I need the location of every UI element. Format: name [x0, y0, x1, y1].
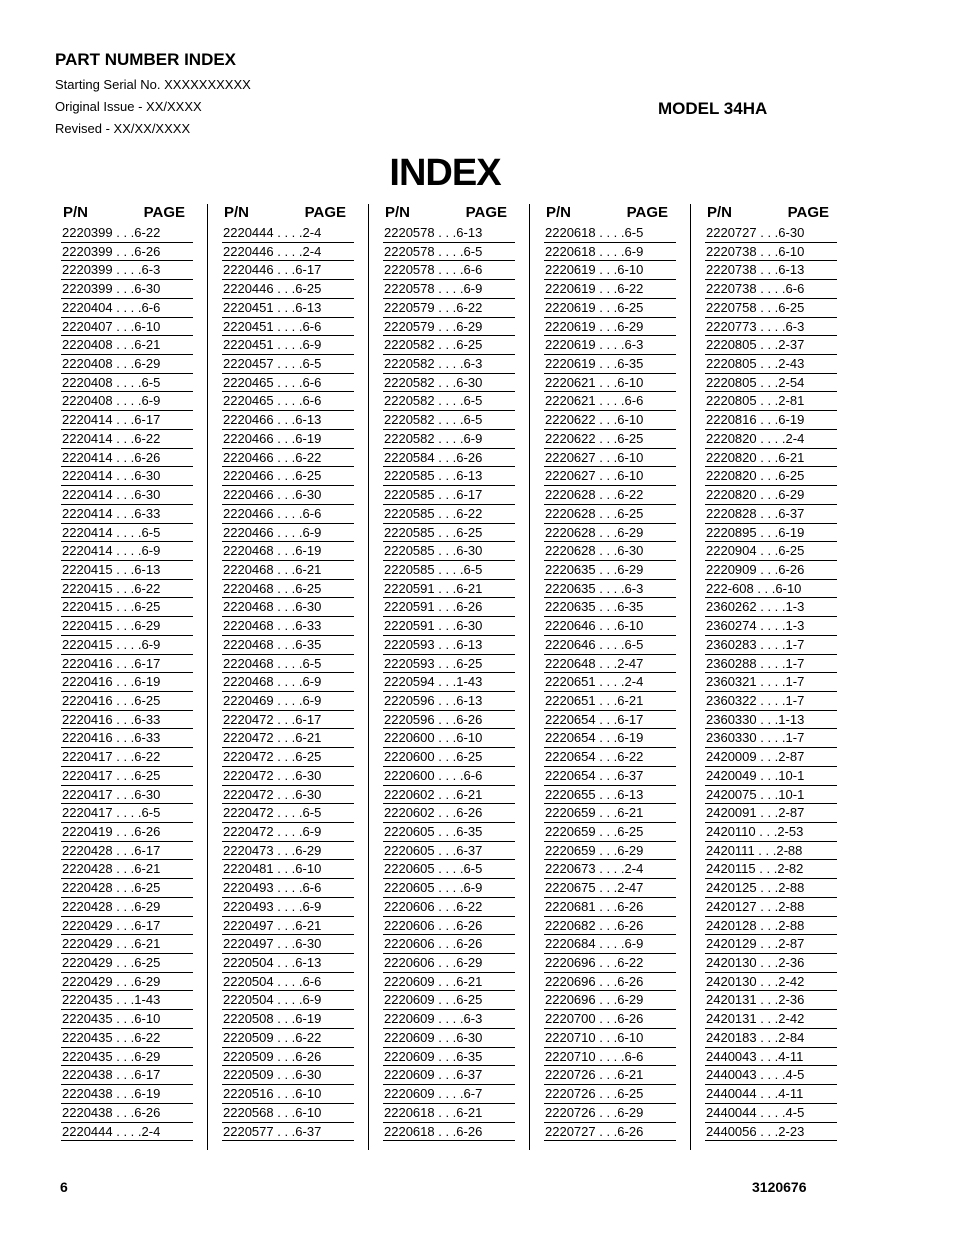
- index-entry: 2220468 . . .6-19: [222, 542, 354, 561]
- index-entry: 2440056 . . .2-23: [705, 1123, 837, 1142]
- index-entry: 2220591 . . .6-26: [383, 598, 515, 617]
- index-entry: 2220415 . . . .6-9: [61, 636, 193, 655]
- index-entry: 2220585 . . .6-30: [383, 542, 515, 561]
- index-entry: 2220895 . . .6-19: [705, 524, 837, 543]
- column-divider: [368, 204, 369, 1150]
- index-entry: 2420183 . . .2-84: [705, 1029, 837, 1048]
- index-entry: 2220585 . . .6-13: [383, 467, 515, 486]
- index-entry: 2440043 . . .4-11: [705, 1048, 837, 1067]
- index-entry: 2220682 . . .6-26: [544, 917, 676, 936]
- index-entry: 2220726 . . .6-29: [544, 1104, 676, 1123]
- index-entry: 2440043 . . . .4-5: [705, 1066, 837, 1085]
- index-entry: 2220659 . . .6-21: [544, 804, 676, 823]
- index-entry: 2420128 . . .2-88: [705, 917, 837, 936]
- index-heading: INDEX: [389, 152, 501, 194]
- index-entry: 2220428 . . .6-17: [61, 842, 193, 861]
- index-entry: 2220710 . . .6-10: [544, 1029, 676, 1048]
- index-entry: 2220584 . . .6-26: [383, 449, 515, 468]
- index-entry: 2220582 . . .6-25: [383, 336, 515, 355]
- index-entry: 2220451 . . .6-13: [222, 299, 354, 318]
- index-entry: 2220516 . . .6-10: [222, 1085, 354, 1104]
- index-entry: 2220684 . . . .6-9: [544, 935, 676, 954]
- page-header: PAGE: [787, 204, 829, 221]
- index-entry: 2360322 . . . .1-7: [705, 692, 837, 711]
- index-entry: 2420127 . . .2-88: [705, 898, 837, 917]
- index-entry: 2220408 . . .6-21: [61, 336, 193, 355]
- index-entry: 2220600 . . .6-10: [383, 729, 515, 748]
- index-entry: 2220408 . . . .6-9: [61, 392, 193, 411]
- index-entry: 2220591 . . .6-30: [383, 617, 515, 636]
- index-column: [705, 204, 837, 1141]
- index-entry: 2220594 . . .1-43: [383, 673, 515, 692]
- index-entry: 2220468 . . .6-25: [222, 580, 354, 599]
- index-entry: 2360283 . . . .1-7: [705, 636, 837, 655]
- index-entry: 2220457 . . . .6-5: [222, 355, 354, 374]
- index-entry: 2220429 . . .6-21: [61, 935, 193, 954]
- index-entry: 2220417 . . .6-22: [61, 748, 193, 767]
- index-column: [61, 204, 193, 1141]
- index-entry: 2220414 . . .6-17: [61, 411, 193, 430]
- index-entry: 2420111 . . .2-88: [705, 842, 837, 861]
- index-entry: 2220654 . . .6-17: [544, 711, 676, 730]
- index-entry: 2220429 . . .6-29: [61, 973, 193, 992]
- index-entry: 2440044 . . .4-11: [705, 1085, 837, 1104]
- index-entry: 2220473 . . .6-29: [222, 842, 354, 861]
- index-entry: 2220820 . . .6-29: [705, 486, 837, 505]
- index-entry: 2220585 . . .6-17: [383, 486, 515, 505]
- index-entry: 2220738 . . . .6-6: [705, 280, 837, 299]
- index-entry: 2220605 . . .6-35: [383, 823, 515, 842]
- index-entry: 2220600 . . . .6-6: [383, 767, 515, 786]
- index-entry: 2220593 . . .6-25: [383, 655, 515, 674]
- column-header: [705, 204, 837, 224]
- index-entry: 2220481 . . .6-10: [222, 860, 354, 879]
- index-entry: 2220904 . . .6-25: [705, 542, 837, 561]
- index-entry: 2220648 . . .2-47: [544, 655, 676, 674]
- index-entry: 2220619 . . .6-10: [544, 261, 676, 280]
- index-entry: 2220628 . . .6-25: [544, 505, 676, 524]
- index-entry: 2220673 . . . .2-4: [544, 860, 676, 879]
- index-entry: 2220404 . . . .6-6: [61, 299, 193, 318]
- index-entry: 2220602 . . .6-26: [383, 804, 515, 823]
- index-entry: 2220578 . . . .6-5: [383, 243, 515, 262]
- index-entry: 2220435 . . .6-29: [61, 1048, 193, 1067]
- index-entry: 2220696 . . .6-29: [544, 991, 676, 1010]
- index-entry: 2220738 . . .6-10: [705, 243, 837, 262]
- index-entry: 2220805 . . .2-43: [705, 355, 837, 374]
- index-entry: 2220466 . . . .6-6: [222, 505, 354, 524]
- index-entry: 2220726 . . .6-25: [544, 1085, 676, 1104]
- index-entry: 2220568 . . .6-10: [222, 1104, 354, 1123]
- index-entry: 2220509 . . .6-22: [222, 1029, 354, 1048]
- index-entry: 2220606 . . .6-29: [383, 954, 515, 973]
- index-entry: 2220609 . . .6-25: [383, 991, 515, 1010]
- index-entry: 2220428 . . .6-21: [61, 860, 193, 879]
- index-entry: 2220415 . . .6-22: [61, 580, 193, 599]
- index-entry: 2220622 . . .6-10: [544, 411, 676, 430]
- index-entry: 2220472 . . . .6-5: [222, 804, 354, 823]
- index-entry: 2220419 . . .6-26: [61, 823, 193, 842]
- index-entry: 2220578 . . .6-13: [383, 224, 515, 243]
- index-column: [544, 204, 676, 1141]
- index-entry: 2220582 . . . .6-5: [383, 392, 515, 411]
- index-entry: 2220468 . . . .6-5: [222, 655, 354, 674]
- index-entry: 2220805 . . .2-37: [705, 336, 837, 355]
- index-entry: 2220605 . . . .6-5: [383, 860, 515, 879]
- index-entry: 2220428 . . .6-25: [61, 879, 193, 898]
- column-header: [383, 204, 515, 224]
- index-entry: 2220659 . . .6-25: [544, 823, 676, 842]
- index-entry: 2220435 . . .6-10: [61, 1010, 193, 1029]
- index-entry: 2220619 . . .6-22: [544, 280, 676, 299]
- index-entry: 2220417 . . .6-25: [61, 767, 193, 786]
- index-entry: 2420009 . . .2-87: [705, 748, 837, 767]
- index-entry: 2220578 . . . .6-9: [383, 280, 515, 299]
- index-entry: 2220609 . . . .6-3: [383, 1010, 515, 1029]
- index-entry: 2360321 . . . .1-7: [705, 673, 837, 692]
- index-entry: 2360330 . . . .1-7: [705, 729, 837, 748]
- index-entry: 2220414 . . .6-33: [61, 505, 193, 524]
- index-entry: 2220438 . . .6-17: [61, 1066, 193, 1085]
- pn-header: P/N: [546, 204, 572, 221]
- index-entry: 2220438 . . .6-19: [61, 1085, 193, 1104]
- index-entry: 2220493 . . . .6-6: [222, 879, 354, 898]
- page-header: PAGE: [304, 204, 346, 221]
- index-entry: 2220472 . . . .6-9: [222, 823, 354, 842]
- index-entry: 2220654 . . .6-19: [544, 729, 676, 748]
- document-title: PART NUMBER INDEX: [55, 50, 237, 69]
- index-entry: 2220466 . . .6-19: [222, 430, 354, 449]
- column-divider: [690, 204, 691, 1150]
- index-entry: 2220593 . . .6-13: [383, 636, 515, 655]
- index-entry: 2220805 . . .2-81: [705, 392, 837, 411]
- index-entry: 2220415 . . .6-13: [61, 561, 193, 580]
- index-entry: 2220465 . . . .6-6: [222, 392, 354, 411]
- index-entry: 2220497 . . .6-21: [222, 917, 354, 936]
- index-entry: 2220621 . . . .6-6: [544, 392, 676, 411]
- index-entry: 2220609 . . . .6-7: [383, 1085, 515, 1104]
- index-entry: 2220619 . . .6-25: [544, 299, 676, 318]
- index-entry: 2220758 . . .6-25: [705, 299, 837, 318]
- index-entry: 2220628 . . .6-22: [544, 486, 676, 505]
- index-entry: 2220493 . . . .6-9: [222, 898, 354, 917]
- index-entry: 2220600 . . .6-25: [383, 748, 515, 767]
- index-entry: 2220466 . . .6-22: [222, 449, 354, 468]
- index-entry: 2220655 . . .6-13: [544, 786, 676, 805]
- index-entry: 2220820 . . . .2-4: [705, 430, 837, 449]
- revised-line: Revised - XX/XX/XXXX: [55, 121, 191, 136]
- index-entry: 2420129 . . .2-87: [705, 935, 837, 954]
- index-entry: 2220468 . . .6-30: [222, 598, 354, 617]
- index-entry: 2220468 . . .6-33: [222, 617, 354, 636]
- index-entry: 2440044 . . . .4-5: [705, 1104, 837, 1123]
- index-entry: 2220579 . . .6-22: [383, 299, 515, 318]
- index-entry: 2220399 . . .6-26: [61, 243, 193, 262]
- index-entry: 2220472 . . .6-21: [222, 729, 354, 748]
- index-entry: 2220619 . . .6-29: [544, 318, 676, 337]
- index-entry: 2220602 . . .6-21: [383, 786, 515, 805]
- index-entry: 2220605 . . . .6-9: [383, 879, 515, 898]
- index-entry: 2220646 . . .6-10: [544, 617, 676, 636]
- index-entry: 2220504 . . . .6-9: [222, 991, 354, 1010]
- index-entry: 2220497 . . .6-30: [222, 935, 354, 954]
- index-entry: 2220727 . . .6-30: [705, 224, 837, 243]
- index-entry: 2220622 . . .6-25: [544, 430, 676, 449]
- index-entry: 2220618 . . .6-21: [383, 1104, 515, 1123]
- index-entry: 2220416 . . .6-17: [61, 655, 193, 674]
- index-entry: 2220596 . . .6-26: [383, 711, 515, 730]
- index-entry: 2220585 . . . .6-5: [383, 561, 515, 580]
- index-entry: 2220415 . . .6-29: [61, 617, 193, 636]
- index-entry: 2220446 . . .6-17: [222, 261, 354, 280]
- index-entry: 2220468 . . . .6-9: [222, 673, 354, 692]
- index-entry: 2220414 . . . .6-5: [61, 524, 193, 543]
- index-entry: 2220654 . . .6-37: [544, 767, 676, 786]
- index-entry: 2220651 . . . .2-4: [544, 673, 676, 692]
- index-entry: 2220696 . . .6-26: [544, 973, 676, 992]
- index-entry: 2220414 . . .6-22: [61, 430, 193, 449]
- index-entry: 2220700 . . .6-26: [544, 1010, 676, 1029]
- index-entry: 2220621 . . .6-10: [544, 374, 676, 393]
- index-entry: 2220820 . . .6-25: [705, 467, 837, 486]
- serial-number-line: Starting Serial No. XXXXXXXXXX: [55, 77, 251, 92]
- index-entry: 2220414 . . .6-30: [61, 486, 193, 505]
- pn-header: P/N: [224, 204, 250, 221]
- index-entry: 2220466 . . .6-13: [222, 411, 354, 430]
- index-entry: 2220472 . . .6-17: [222, 711, 354, 730]
- index-entry: 2220710 . . . .6-6: [544, 1048, 676, 1067]
- index-entry: 2220675 . . .2-47: [544, 879, 676, 898]
- document-number: 3120676: [752, 1179, 807, 1195]
- index-entry: 2220582 . . . .6-9: [383, 430, 515, 449]
- index-entry: 2220399 . . .6-22: [61, 224, 193, 243]
- index-entry: 2360274 . . . .1-3: [705, 617, 837, 636]
- index-entry: 2420115 . . .2-82: [705, 860, 837, 879]
- index-entry: 2220805 . . .2-54: [705, 374, 837, 393]
- index-entry: 2220606 . . .6-26: [383, 917, 515, 936]
- page-header: PAGE: [626, 204, 668, 221]
- index-entry: 2220466 . . .6-30: [222, 486, 354, 505]
- index-entry: 2220627 . . .6-10: [544, 449, 676, 468]
- index-entry: 2220726 . . .6-21: [544, 1066, 676, 1085]
- index-entry: 2220681 . . .6-26: [544, 898, 676, 917]
- index-entry: 2420131 . . .2-36: [705, 991, 837, 1010]
- index-entry: 2220635 . . . .6-3: [544, 580, 676, 599]
- index-entry: 2220635 . . .6-29: [544, 561, 676, 580]
- index-entry: 2420075 . . .10-1: [705, 786, 837, 805]
- index-entry: 2220446 . . .6-25: [222, 280, 354, 299]
- index-entry: 2220429 . . .6-17: [61, 917, 193, 936]
- index-entry: 2220416 . . .6-25: [61, 692, 193, 711]
- pn-header: P/N: [707, 204, 733, 221]
- index-entry: 2420131 . . .2-42: [705, 1010, 837, 1029]
- index-entry: 2220606 . . .6-26: [383, 935, 515, 954]
- index-entry: 2220451 . . . .6-9: [222, 336, 354, 355]
- index-entry: 2220727 . . .6-26: [544, 1123, 676, 1142]
- index-entry: 2220646 . . . .6-5: [544, 636, 676, 655]
- index-entry: 2220435 . . .6-22: [61, 1029, 193, 1048]
- index-entry: 2220414 . . .6-26: [61, 449, 193, 468]
- index-entry: 2220627 . . .6-10: [544, 467, 676, 486]
- index-entry: 2220820 . . .6-21: [705, 449, 837, 468]
- index-entry: 2220579 . . .6-29: [383, 318, 515, 337]
- index-entry: 2220444 . . . .2-4: [61, 1123, 193, 1142]
- index-entry: 2220591 . . .6-21: [383, 580, 515, 599]
- index-entry: 2220618 . . .6-26: [383, 1123, 515, 1142]
- index-entry: 2220609 . . .6-21: [383, 973, 515, 992]
- index-entry: 2220628 . . .6-30: [544, 542, 676, 561]
- index-entry: 2220468 . . .6-21: [222, 561, 354, 580]
- index-entry: 2220618 . . . .6-9: [544, 243, 676, 262]
- index-entry: 2220414 . . .6-30: [61, 467, 193, 486]
- index-entry: 2220399 . . .6-30: [61, 280, 193, 299]
- index-entry: 2220468 . . .6-35: [222, 636, 354, 655]
- index-entry: 2220509 . . .6-30: [222, 1066, 354, 1085]
- index-entry: 2220582 . . .6-30: [383, 374, 515, 393]
- index-entry: 2360288 . . . .1-7: [705, 655, 837, 674]
- column-divider: [207, 204, 208, 1150]
- index-entry: 2220609 . . .6-35: [383, 1048, 515, 1067]
- index-entry: 2220466 . . .6-25: [222, 467, 354, 486]
- index-entry: 2220408 . . . .6-5: [61, 374, 193, 393]
- column-header: [222, 204, 354, 224]
- index-entry: 2420049 . . .10-1: [705, 767, 837, 786]
- index-entry: 2220446 . . . .2-4: [222, 243, 354, 262]
- index-entry: 2220582 . . . .6-5: [383, 411, 515, 430]
- index-entry: 2220417 . . .6-30: [61, 786, 193, 805]
- index-entry: 2220465 . . . .6-6: [222, 374, 354, 393]
- index-entry: 2220585 . . .6-25: [383, 524, 515, 543]
- index-entry: 2420130 . . .2-42: [705, 973, 837, 992]
- index-entry: 2220504 . . .6-13: [222, 954, 354, 973]
- index-entry: 2220407 . . .6-10: [61, 318, 193, 337]
- index-entry: 2220416 . . .6-33: [61, 729, 193, 748]
- index-entry: 2220654 . . .6-22: [544, 748, 676, 767]
- index-entry: 2220596 . . .6-13: [383, 692, 515, 711]
- index-entry: 2220451 . . . .6-6: [222, 318, 354, 337]
- column-divider: [529, 204, 530, 1150]
- index-entry: 222-608 . . .6-10: [705, 580, 837, 599]
- index-entry: 2220472 . . .6-30: [222, 786, 354, 805]
- index-entry: 2220606 . . .6-22: [383, 898, 515, 917]
- index-entry: 2220416 . . .6-33: [61, 711, 193, 730]
- index-entry: 2220635 . . .6-35: [544, 598, 676, 617]
- index-entry: 2220428 . . .6-29: [61, 898, 193, 917]
- index-entry: 2220738 . . .6-13: [705, 261, 837, 280]
- index-entry: 2360262 . . . .1-3: [705, 598, 837, 617]
- index-entry: 2220399 . . . .6-3: [61, 261, 193, 280]
- index-entry: 2220408 . . .6-29: [61, 355, 193, 374]
- pn-header: P/N: [385, 204, 411, 221]
- index-entry: 2220435 . . .1-43: [61, 991, 193, 1010]
- index-entry: 2220828 . . .6-37: [705, 505, 837, 524]
- index-entry: 2420091 . . .2-87: [705, 804, 837, 823]
- index-entry: 2220773 . . . .6-3: [705, 318, 837, 337]
- index-entry: 2220619 . . .6-35: [544, 355, 676, 374]
- index-entry: 2220472 . . .6-25: [222, 748, 354, 767]
- index-entry: 2420125 . . .2-88: [705, 879, 837, 898]
- index-entry: 2220618 . . . .6-5: [544, 224, 676, 243]
- index-entry: 2220438 . . .6-26: [61, 1104, 193, 1123]
- original-issue-line: Original Issue - XX/XXXX: [55, 99, 202, 114]
- index-entry: 2220628 . . .6-29: [544, 524, 676, 543]
- index-entry: 2220659 . . .6-29: [544, 842, 676, 861]
- index-entry: 2220444 . . . .2-4: [222, 224, 354, 243]
- index-entry: 2220619 . . . .6-3: [544, 336, 676, 355]
- index-entry: 2220651 . . .6-21: [544, 692, 676, 711]
- index-entry: 2220504 . . . .6-6: [222, 973, 354, 992]
- index-entry: 2220417 . . . .6-5: [61, 804, 193, 823]
- page-header: PAGE: [143, 204, 185, 221]
- index-entry: 2220508 . . .6-19: [222, 1010, 354, 1029]
- index-entry: 2220582 . . . .6-3: [383, 355, 515, 374]
- index-entry: 2220696 . . .6-22: [544, 954, 676, 973]
- index-entry: 2220578 . . . .6-6: [383, 261, 515, 280]
- index-entry: 2220472 . . .6-30: [222, 767, 354, 786]
- page-number: 6: [60, 1179, 68, 1195]
- index-entry: 2220585 . . .6-22: [383, 505, 515, 524]
- index-entry: 2220469 . . . .6-9: [222, 692, 354, 711]
- index-entry: 2220605 . . .6-37: [383, 842, 515, 861]
- index-entry: 2220609 . . .6-37: [383, 1066, 515, 1085]
- index-entry: 2220509 . . .6-26: [222, 1048, 354, 1067]
- index-entry: 2360330 . . .1-13: [705, 711, 837, 730]
- index-entry: 2220816 . . .6-19: [705, 411, 837, 430]
- column-header: [61, 204, 193, 224]
- index-column: [222, 204, 354, 1141]
- index-entry: 2220609 . . .6-30: [383, 1029, 515, 1048]
- index-entry: 2420110 . . .2-53: [705, 823, 837, 842]
- index-column: [383, 204, 515, 1141]
- index-entry: 2220415 . . .6-25: [61, 598, 193, 617]
- column-header: [544, 204, 676, 224]
- model-label: MODEL 34HA: [658, 99, 768, 118]
- page-header: PAGE: [465, 204, 507, 221]
- index-entry: 2220466 . . . .6-9: [222, 524, 354, 543]
- pn-header: P/N: [63, 204, 89, 221]
- index-entry: 2220414 . . . .6-9: [61, 542, 193, 561]
- index-entry: 2420130 . . .2-36: [705, 954, 837, 973]
- index-entry: 2220416 . . .6-19: [61, 673, 193, 692]
- index-entry: 2220909 . . .6-26: [705, 561, 837, 580]
- index-entry: 2220429 . . .6-25: [61, 954, 193, 973]
- index-entry: 2220577 . . .6-37: [222, 1123, 354, 1142]
